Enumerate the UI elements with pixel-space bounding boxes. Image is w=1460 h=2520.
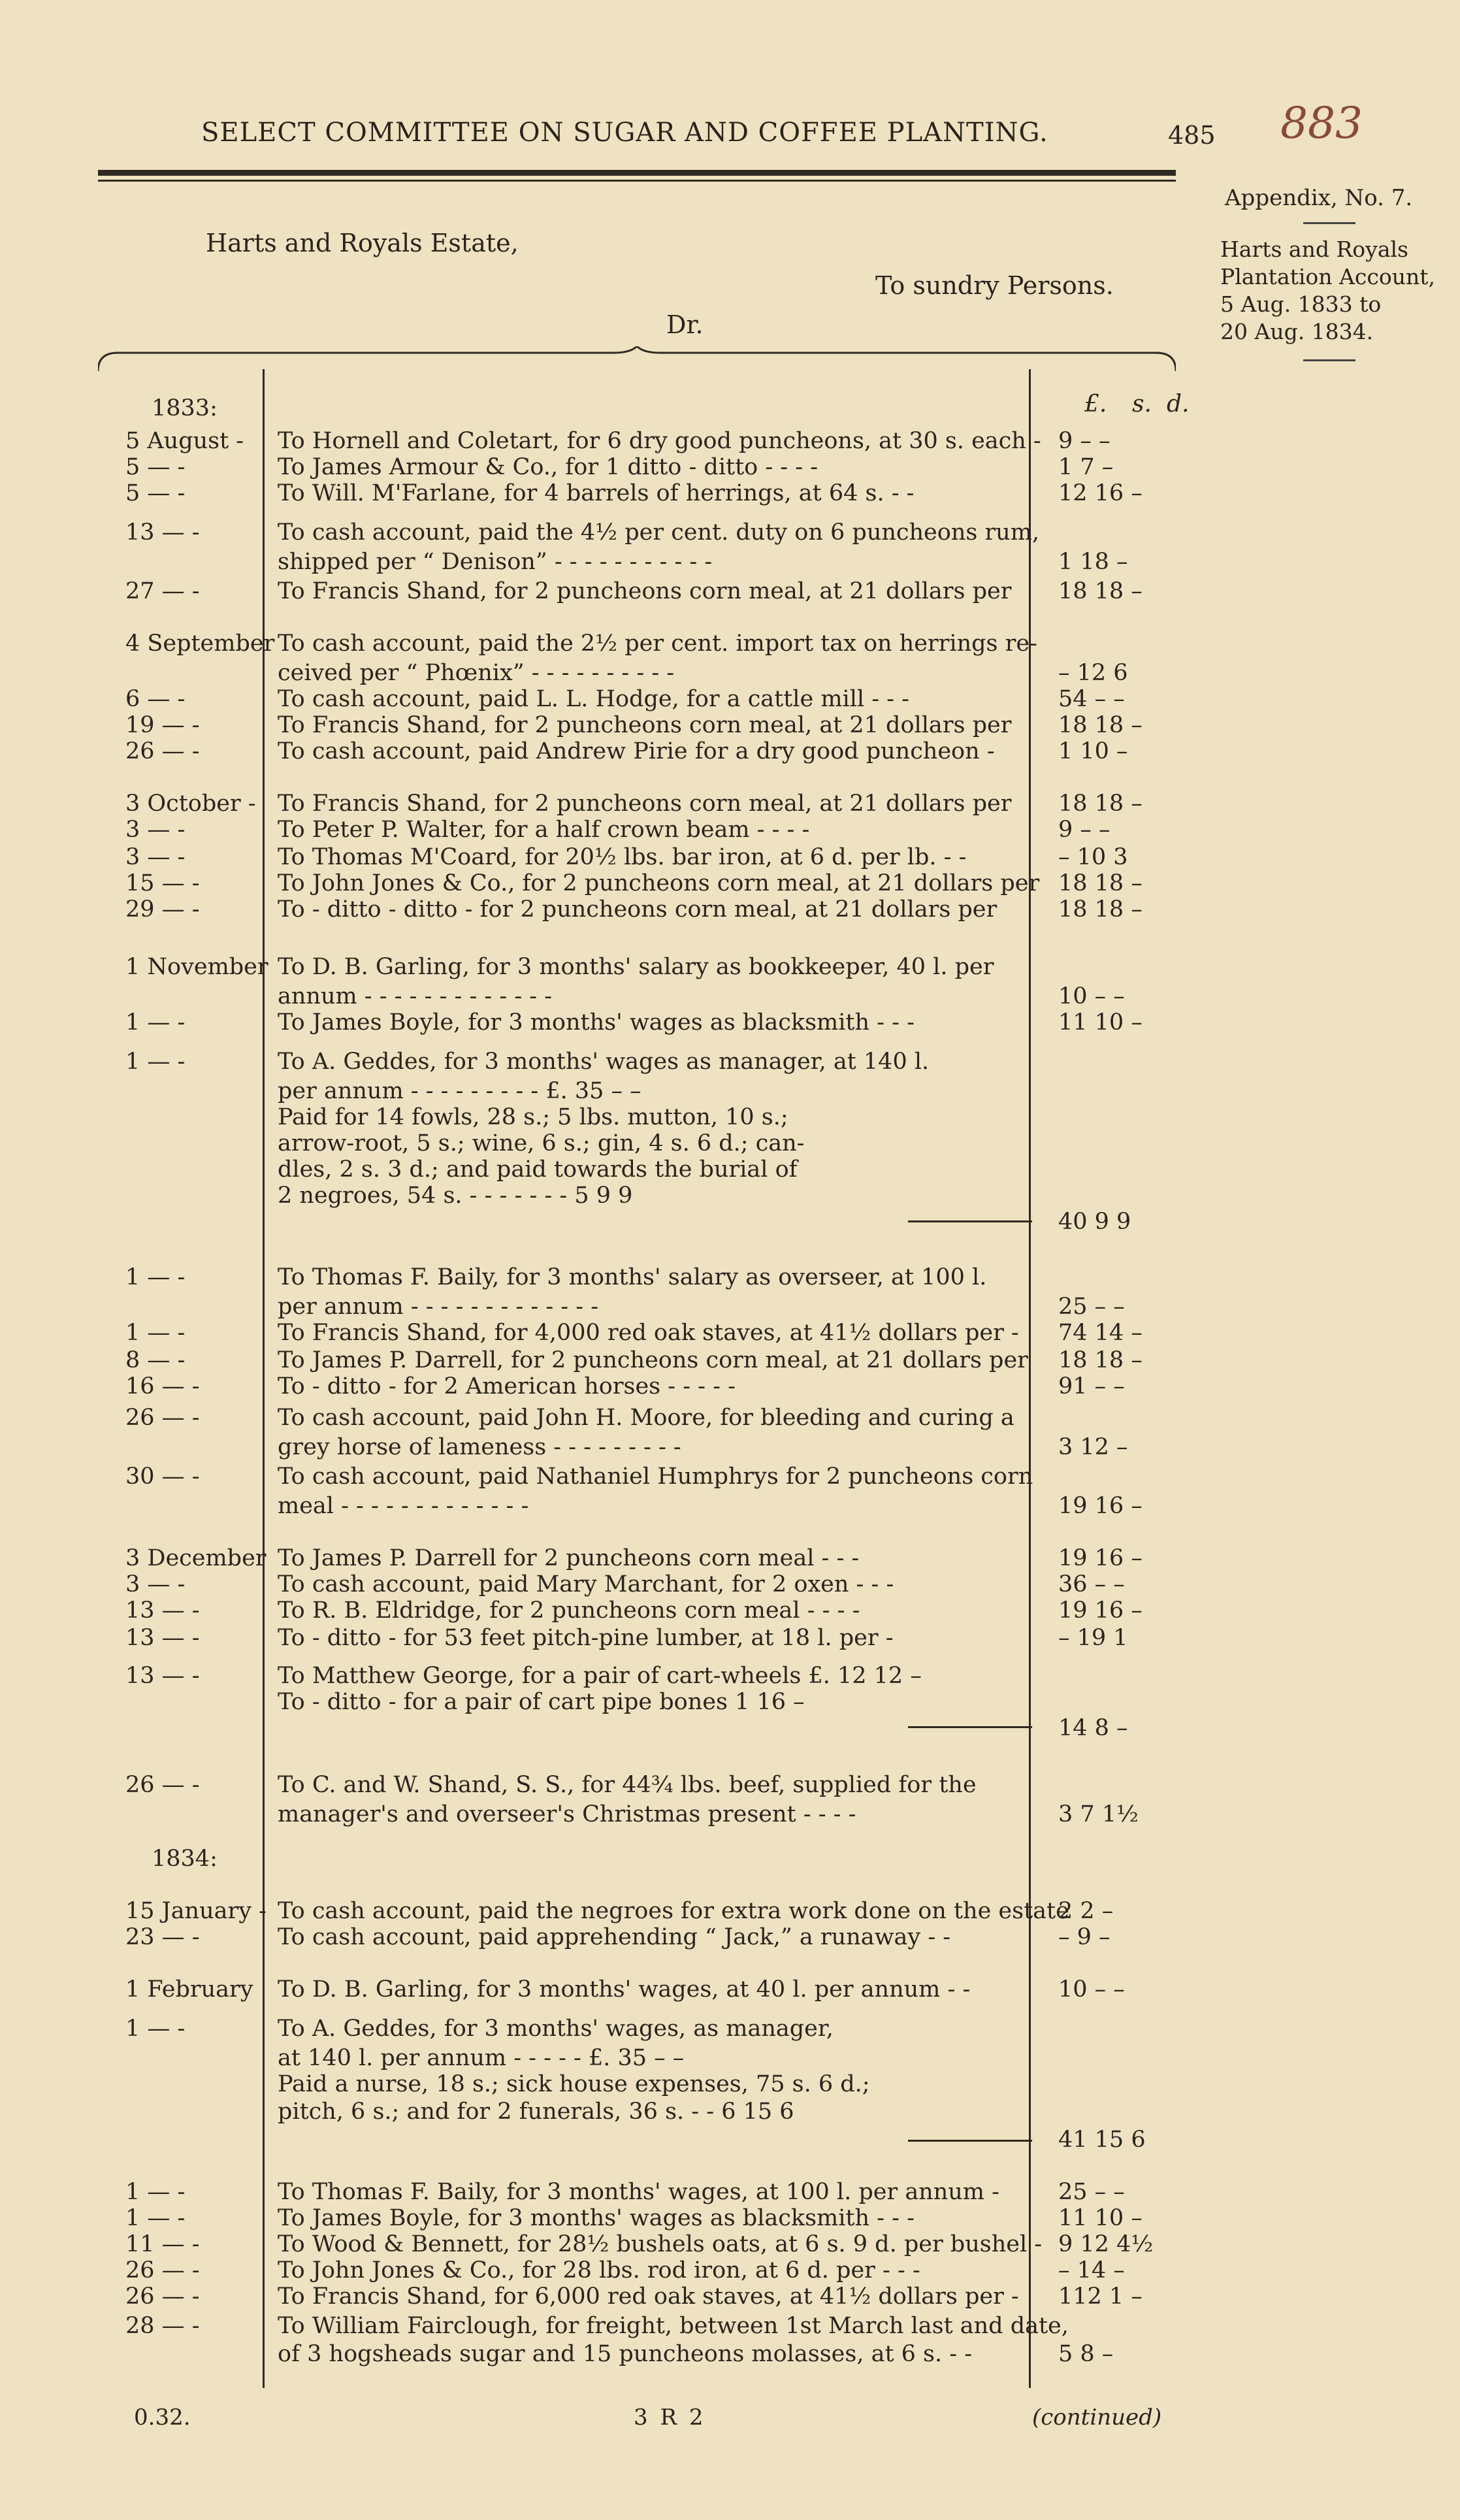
dr-label: Dr. [666,310,704,339]
ledger-amount: 19 16 – [1058,1493,1143,1519]
ledger-date: 6 — - [125,686,186,712]
ledger-description: To Francis Shand, for 6,000 red oak staves, at 41½ dollars per - [278,2283,1019,2310]
ledger-date: 5 — - [125,480,186,506]
ledger-amount: 91 – – [1058,1373,1125,1399]
ledger-date: 1 — - [125,1320,186,1346]
ledger-date: 1834: [152,1846,218,1872]
ledger-description: To Thomas F. Baily, for 3 months' wages, at 100 l. per annum - [278,2179,999,2205]
ledger-date: 1 February [125,1976,253,2003]
ledger-description: annum - - - - - - - - - - - - - [278,983,553,1009]
ledger-description: To C. and W. Shand, S. S., for 44¾ lbs. beef, supplied for the [278,1772,977,1798]
column-rule-date [263,369,265,2388]
ledger-amount: 1 10 – [1058,738,1128,764]
ledger-amount: 41 15 6 [1058,2127,1146,2153]
ledger-amount: 10 – – [1058,1976,1125,2003]
ledger-amount: 54 – – [1058,686,1125,712]
sidebar-line: Plantation Account, [1220,264,1435,289]
ledger-amount: – 14 – [1058,2257,1125,2283]
ledger-amount: 19 16 – [1058,1597,1143,1624]
ledger-description: To Thomas F. Baily, for 3 months' salary as overseer, at 100 l. [278,1264,987,1290]
ledger-amount: 18 18 – [1058,1347,1143,1373]
ledger-description: To cash account, paid Nathaniel Humphrys for 2 puncheons corn [278,1464,1033,1490]
sidebar-rule [1303,359,1355,361]
ledger-description: To cash account, paid Mary Marchant, for 2 oxen - - - [278,1571,894,1597]
ledger-date: 4 September [125,630,275,657]
sidebar-line: Harts and Royals [1220,237,1408,262]
ledger-date: 23 — - [125,1924,200,1950]
ledger-amount: 9 12 4½ [1058,2231,1154,2257]
ledger-date: 3 — - [125,1571,186,1597]
ledger-date: 8 — - [125,1347,186,1373]
column-rule-amount [1029,369,1031,2388]
ledger-date: 19 — - [125,712,200,738]
ledger-date: 15 January - [125,1898,267,1924]
ledger-date: 3 December [125,1545,267,1571]
ledger-description: To cash account, paid the negroes for extra work done on the estate [278,1898,1069,1924]
ledger-date: 28 — - [125,2313,200,2339]
ledger-amount: 74 14 – [1058,1320,1143,1346]
ledger-date: 1 November [125,954,268,980]
ledger-amount: 19 16 – [1058,1545,1143,1571]
ledger-description: grey horse of lameness - - - - - - - - - [278,1434,681,1460]
ledger-description: To James P. Darrell, for 2 puncheons corn meal, at 21 dollars per [278,1347,1028,1373]
ledger-amount: – 12 6 [1058,660,1128,686]
ledger-description: arrow-root, 5 s.; wine, 6 s.; gin, 4 s. 6 d.; can- [278,1130,805,1156]
ledger-description: To Francis Shand, for 4,000 red oak staves, at 41½ dollars per - [278,1320,1019,1346]
ledger-date: 13 — - [125,519,200,546]
footer-signature: 0.32. [134,2404,191,2430]
creditor-label: To sundry Persons. [875,271,1114,300]
ledger-date: 26 — - [125,2283,200,2310]
running-head: SELECT COMMITTEE ON SUGAR AND COFFEE PLANTING. [201,118,1048,148]
ledger-description: To A. Geddes, for 3 months' wages, as manager, [278,2016,834,2042]
ledger-date: 13 — - [125,1625,200,1651]
ledger-date: 3 — - [125,844,186,870]
ledger-description: To John Jones & Co., for 28 lbs. rod iron, at 6 d. per - - - [278,2257,920,2283]
footer-continued: (continued) [1032,2404,1162,2430]
ledger-date: 16 — - [125,1373,200,1399]
account-brace [98,346,1176,372]
subtotal-rule [908,1220,1032,1222]
subtotal-rule [908,2140,1032,2142]
ledger-description: To William Fairclough, for freight, between 1st March last and date, [278,2313,1069,2339]
ledger-description: To R. B. Eldridge, for 2 puncheons corn meal - - - - [278,1597,860,1624]
ledger-amount: 11 10 – [1058,1009,1143,1036]
ledger-amount: 36 – – [1058,1571,1125,1597]
ledger-date: 1833: [152,395,218,421]
ledger-date: 1 — - [125,2205,186,2231]
ledger-description: To cash account, paid John H. Moore, for bleeding and curing a [278,1405,1014,1431]
ledger-description: To - ditto - for 53 feet pitch-pine lumber, at 18 l. per - [278,1625,894,1651]
ledger-date: 3 October - [125,791,256,817]
header-rule-thin [98,180,1176,182]
ledger-amount: 3 7 1½ [1058,1801,1139,1827]
ledger-amount: 12 16 – [1058,480,1143,506]
ledger-amount: 10 – – [1058,983,1125,1009]
ledger-description: To Peter P. Walter, for a half crown beam - - - - [278,817,810,843]
ledger-amount: 18 18 – [1058,870,1143,896]
footer-sheet-mark: 3 R 2 [634,2404,706,2430]
ledger-description: Paid a nurse, 18 s.; sick house expenses, 75 s. 6 d.; [278,2071,870,2097]
ledger-amount: 3 12 – [1058,1434,1128,1460]
ledger-amount: 9 – – [1058,428,1111,454]
ledger-amount: – 10 3 [1058,844,1128,870]
ledger-description: To Francis Shand, for 2 puncheons corn meal, at 21 dollars per [278,791,1012,817]
ledger-date: 15 — - [125,870,200,896]
ledger-amount: 18 18 – [1058,712,1143,738]
ledger-description: To cash account, paid L. L. Hodge, for a cattle mill - - - [278,686,909,712]
handwritten-page-number: 883 [1280,98,1363,148]
ledger-description: 2 negroes, 54 s. - - - - - - - 5 9 9 [278,1183,633,1209]
ledger-description: To - ditto - for a pair of cart pipe bones 1 16 – [278,1689,805,1715]
ledger-date: 1 — - [125,1049,186,1075]
ledger-date: 26 — - [125,1405,200,1431]
ledger-description: Paid for 14 fowls, 28 s.; 5 lbs. mutton, 10 s.; [278,1104,788,1130]
sidebar-line: 5 Aug. 1833 to [1220,291,1382,317]
ledger-amount: 25 – – [1058,2179,1125,2205]
ledger-date: 5 August - [125,428,244,454]
ledger-description: To James Armour & Co., for 1 ditto - ditto - - - - [278,454,819,480]
ledger-description: To Wood & Bennett, for 28½ bushels oats, at 6 s. 9 d. per bushel - [278,2231,1043,2257]
ledger-date: 26 — - [125,2257,200,2283]
ledger-description: at 140 l. per annum - - - - - £. 35 – – [278,2045,685,2071]
ledger-description: To James P. Darrell for 2 puncheons corn meal - - - [278,1545,860,1571]
ledger-description: To cash account, paid the 2½ per cent. import tax on herrings re- [278,630,1037,657]
ledger-description: To Thomas M'Coard, for 20½ lbs. bar iron, at 6 d. per lb. - - [278,844,967,870]
ledger-description: To Francis Shand, for 2 puncheons corn meal, at 21 dollars per [278,712,1012,738]
ledger-date: 29 — - [125,896,200,923]
ledger-description: To Will. M'Farlane, for 4 barrels of herrings, at 64 s. - - [278,480,915,506]
ledger-description: To cash account, paid apprehending “ Jack,” a runaway - - [278,1924,951,1950]
ledger-date: 26 — - [125,1772,200,1798]
ledger-description: To Matthew George, for a pair of cart-wheels £. 12 12 – [278,1663,922,1689]
page-number: 485 [1168,121,1216,150]
ledger-date: 1 — - [125,1264,186,1290]
ledger-date: 11 — - [125,2231,200,2257]
ledger-description: To James Boyle, for 3 months' wages as blacksmith - - - [278,2205,915,2231]
ledger-amount: 18 18 – [1058,578,1143,604]
appendix-label: Appendix, No. 7. [1225,185,1413,211]
ledger-description: per annum - - - - - - - - - £. 35 – – [278,1078,641,1104]
ledger-description: To - ditto - for 2 American horses - - - - - [278,1373,736,1399]
ledger-description: To John Jones & Co., for 2 puncheons corn meal, at 21 dollars per [278,870,1040,896]
ledger-description: shipped per “ Denison” - - - - - - - - - - - [278,549,713,575]
ledger-amount: 25 – – [1058,1294,1125,1320]
sidebar-line: 20 Aug. 1834. [1220,319,1374,344]
ledger-amount: 14 8 – [1058,1715,1128,1741]
ledger-date: 13 — - [125,1663,200,1689]
ledger-amount: 2 2 – [1058,1898,1114,1924]
ledger-amount: 18 18 – [1058,791,1143,817]
ledger-date: 13 — - [125,1597,200,1624]
ledger-description: To cash account, paid the 4½ per cent. duty on 6 puncheons rum, [278,519,1040,546]
ledger-description: To Hornell and Coletart, for 6 dry good puncheons, at 30 s. each - [278,428,1041,454]
ledger-date: 3 — - [125,817,186,843]
ledger-amount: 5 8 – [1058,2341,1114,2367]
ledger-amount: 1 18 – [1058,549,1128,575]
ledger-date: 27 — - [125,578,200,604]
ledger-description: of 3 hogsheads sugar and 15 puncheons molasses, at 6 s. - - [278,2341,973,2367]
ledger-description: pitch, 6 s.; and for 2 funerals, 36 s. - - 6 15 6 [278,2099,794,2125]
ledger-description: To cash account, paid Andrew Pirie for a dry good puncheon - [278,738,995,764]
pounds-column-header: £. [1084,391,1107,417]
ledger-date: 30 — - [125,1464,200,1490]
ledger-date: 1 — - [125,2179,186,2205]
ledger-amount: 11 10 – [1058,2205,1143,2231]
ledger-amount: 1 7 – [1058,454,1114,480]
ledger-amount: – 19 1 [1058,1625,1128,1651]
ledger-amount: 112 1 – [1058,2283,1143,2310]
pence-column-header: d. [1167,391,1190,417]
ledger-description: To D. B. Garling, for 3 months' salary as bookkeeper, 40 l. per [278,954,994,980]
estate-name: Harts and Royals Estate, [206,229,519,257]
ledger-description: To - ditto - ditto - for 2 puncheons corn meal, at 21 dollars per [278,896,998,923]
subtotal-rule [908,1726,1032,1728]
ledger-date: 5 — - [125,454,186,480]
ledger-description: manager's and overseer's Christmas present - - - - [278,1801,856,1827]
ledger-amount: 18 18 – [1058,896,1143,923]
ledger-description: per annum - - - - - - - - - - - - - [278,1294,599,1320]
sidebar-rule [1303,222,1355,224]
header-rule-thick [98,170,1176,176]
ledger-amount: 40 9 9 [1058,1209,1131,1235]
ledger-date: 1 — - [125,2016,186,2042]
ledger-amount: 9 – – [1058,817,1111,843]
ledger-description: To A. Geddes, for 3 months' wages as manager, at 140 l. [278,1049,930,1075]
shillings-column-header: s. [1132,391,1152,417]
ledger-description: To James Boyle, for 3 months' wages as blacksmith - - - [278,1009,915,1036]
ledger-description: ceived per “ Phœnix” - - - - - - - - - - [278,660,675,686]
ledger-date: 1 — - [125,1009,186,1036]
ledger-amount: – 9 – [1058,1924,1111,1950]
ledger-description: meal - - - - - - - - - - - - - [278,1493,529,1519]
ledger-description: To Francis Shand, for 2 puncheons corn meal, at 21 dollars per [278,578,1012,604]
ledger-date: 26 — - [125,738,200,764]
ledger-description: dles, 2 s. 3 d.; and paid towards the burial of [278,1156,798,1183]
ledger-description: To D. B. Garling, for 3 months' wages, at 40 l. per annum - - [278,1976,971,2003]
